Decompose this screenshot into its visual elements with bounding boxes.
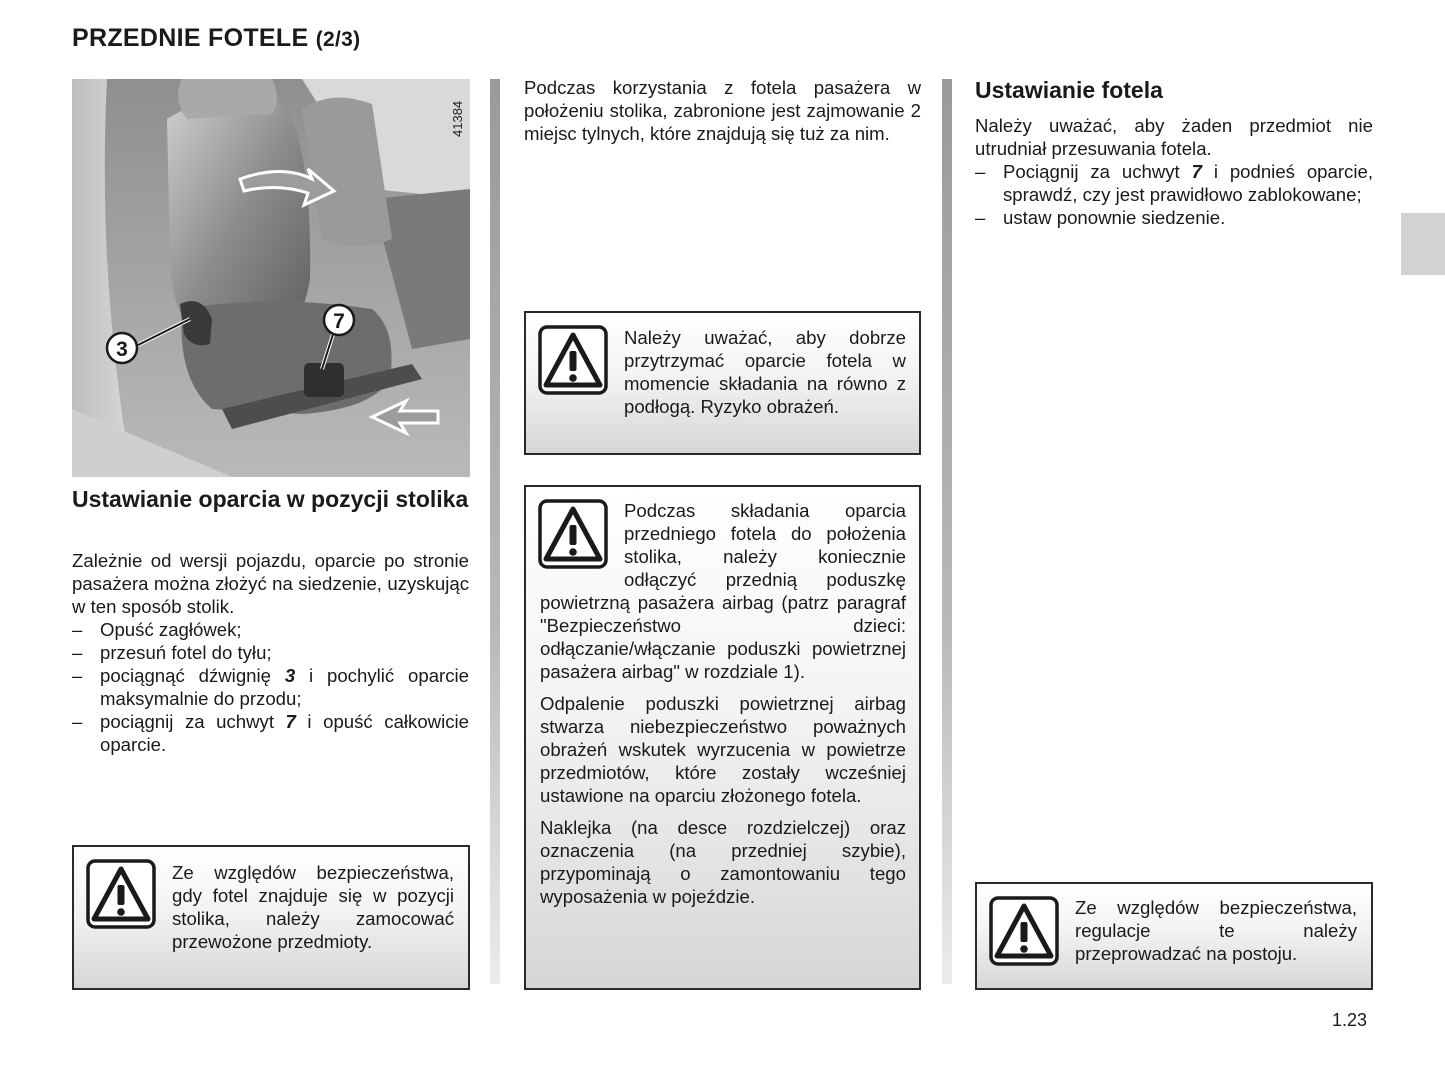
callout-7-label: 7 [333, 310, 345, 333]
warning-text: Należy uważać, aby dobrze przytrzymać oparcie fotela w momencie składania na równo z podłogą. Ryzyko obrażeń. [624, 327, 906, 417]
list-item: – Opuść zagłówek; [72, 618, 469, 641]
icon-spacer [540, 499, 624, 585]
intro-paragraph: Należy uważać, aby żaden przedmiot nie utrudniał przesuwania fotela. [975, 115, 1373, 159]
section-body-table-position [72, 549, 469, 756]
page-number: 1.23 [1332, 1010, 1368, 1030]
rear-seats-note: Podczas korzystania z fotela pasażera w położeniu stolika, zabronione jest zajmowanie 2 miejsc tylnych, które znajdują się tuż za nim. [524, 77, 921, 144]
warning-paragraph: Naklejka (na desce rozdzielczej) oraz oznaczenia (na przedniej szybie), przypominają o zamontowaniu tego wyposażenia w pojeździe. [540, 817, 906, 907]
column-divider-right [942, 79, 952, 984]
page-title-part: (2/3) [315, 28, 361, 51]
warning-paragraph: Odpalenie poduszki powietrznej airbag stwarza niebezpieczeństwo poważnych obrażeń wskutek wyrzucenia w powietrze przedmiotów, które zostały wcześniej ustawione na oparciu złożonego fotela. [540, 693, 906, 806]
list-item: – pociągnij za uchwyt 7 i opuść całkowicie oparcie. [72, 710, 469, 756]
page-title-text: PRZEDNIE FOTELE [72, 24, 309, 52]
list-item: – ustaw ponownie siedzenie. [975, 206, 1373, 229]
column-divider-left [490, 79, 500, 984]
warning-box-airbag [524, 485, 921, 990]
ref-number: 3 [284, 665, 296, 686]
warning-text: Ze względów bezpieczeństwa, gdy fotel znajduje się w pozycji stolika, należy zamocować przewożone przedmioty. [172, 862, 454, 952]
figure-code: 41384 [450, 100, 465, 137]
steps-list [975, 160, 1373, 229]
section-heading-table-position: Ustawianie oparcia w pozycji stolika [72, 486, 469, 512]
warning-box-hold-backrest [524, 311, 921, 455]
ref-number: 7 [1191, 161, 1202, 182]
list-item: – przesuń fotel do tyłu; [72, 641, 469, 664]
warning-triangle-icon [538, 325, 608, 395]
chapter-tab [1401, 213, 1445, 275]
seat-illustration [72, 79, 470, 477]
steps-list [72, 618, 469, 756]
warning-triangle-icon [86, 859, 156, 929]
warning-text [540, 499, 906, 908]
ref-number: 7 [285, 711, 296, 732]
warning-paragraph: Podczas składania oparcia przedniego fotela do położenia stolika, należy koniecznie odłączyć przednią poduszkę powietrzną pasażera airbag (patrz paragraf "Bezpieczeństwo dzieci: odłączanie/włączanie poduszki powietrznej pasażera airbag" w rozdziale 1). [540, 500, 906, 682]
list-item: – Pociągnij za uchwyt 7 i podnieś oparcie, sprawdź, czy jest prawidłowo zablokowane; [975, 160, 1373, 206]
seat-figure [72, 79, 470, 477]
warning-box-adjust-when-stopped [975, 882, 1373, 990]
intro-paragraph: Zależnie od wersji pojazdu, oparcie po stronie pasażera można złożyć na siedzenie, uzyskując w ten sposób stolik. [72, 550, 469, 617]
page-title [72, 24, 360, 53]
callout-3-label: 3 [116, 338, 128, 361]
warning-text: Ze względów bezpieczeństwa, regulacje te należy przeprowadzać na postoju. [1075, 897, 1357, 964]
warning-box-secure-objects [72, 845, 470, 990]
list-item: – pociągnąć dźwignię 3 i pochylić oparcie maksymalnie do przodu; [72, 664, 469, 710]
section-body-seat-adjustment [975, 114, 1373, 229]
warning-triangle-icon [989, 896, 1059, 966]
section-heading-seat-adjustment: Ustawianie fotela [975, 77, 1163, 103]
